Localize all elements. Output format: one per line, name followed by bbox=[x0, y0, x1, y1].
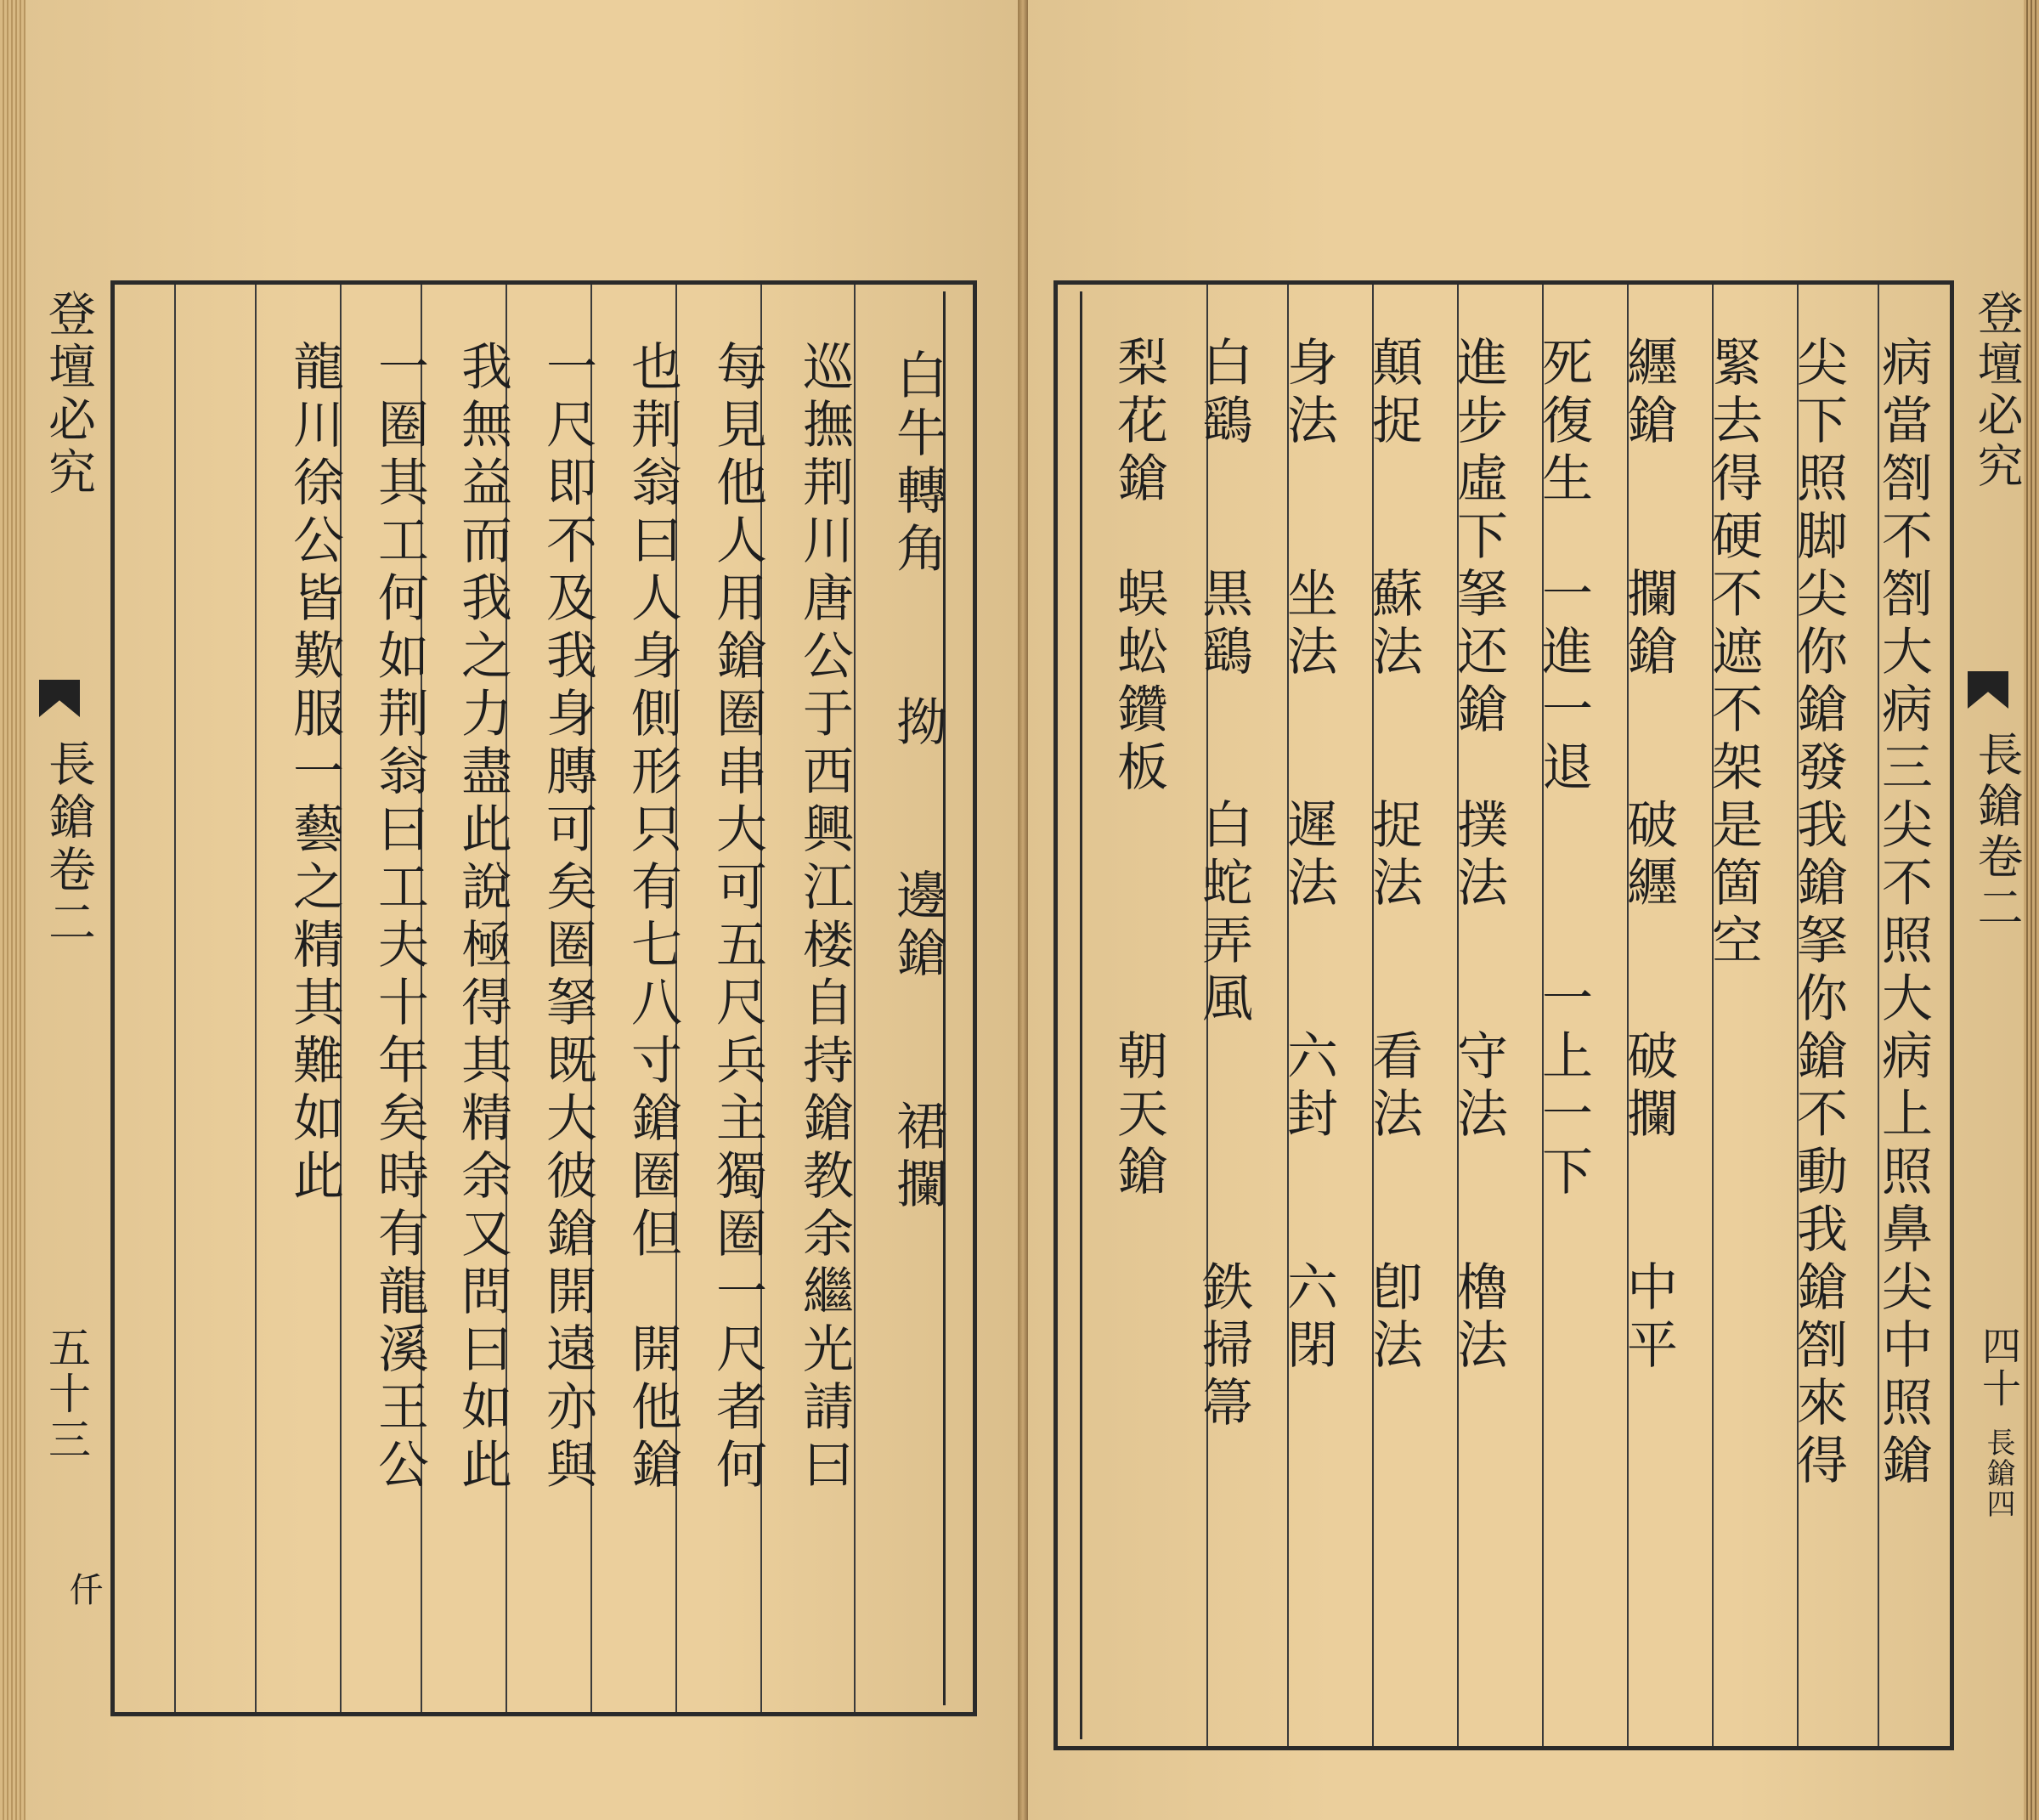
text-column-10: 梨花鎗 蜈蚣鑽板 朝天鎗 bbox=[1109, 336, 1168, 1202]
text-column-4: 也荆翁曰人身側形只有七八寸鎗圈但 開他鎗 bbox=[623, 340, 682, 1495]
right-margin-sub: 長鎗四 bbox=[1981, 1427, 2015, 1519]
left-page bbox=[0, 0, 1018, 1820]
page-edge bbox=[0, 0, 25, 1820]
fishtail-mark bbox=[39, 680, 80, 717]
text-column-5: 一尺即不及我身膞可矣圈拏既大彼鎗開遠亦與 bbox=[538, 340, 597, 1495]
text-column-3: 每見他人用鎗圈串大可五尺兵主獨圈一尺者何 bbox=[708, 340, 767, 1495]
text-column-6: 進步虛下拏还鎗 撲法 守法 櫓法 bbox=[1449, 336, 1508, 1376]
book-gutter bbox=[1018, 0, 1028, 1820]
left-margin-chapter: 長鎗卷二 bbox=[41, 739, 96, 950]
text-column-5: 死復生 一進一退 一上一下 bbox=[1533, 336, 1593, 1202]
text-column-2: 巡撫荆川唐公于西興江楼自持鎗教余繼光請曰 bbox=[794, 340, 854, 1495]
right-margin-chapter: 長鎗卷二 bbox=[1970, 731, 2024, 935]
fishtail-mark bbox=[1968, 671, 2008, 709]
text-column-3: 緊去得硬不遮不架是箇空 bbox=[1703, 336, 1763, 971]
text-column-2: 尖下照脚尖你鎗發我鎗拏你鎗不動我鎗劄來得 bbox=[1788, 336, 1848, 1491]
text-column-1: 白牛轉角 拗 邊鎗 裙攔 bbox=[888, 348, 947, 1215]
left-margin-stamp: 仟 bbox=[64, 1572, 103, 1606]
text-column-7: 顛捉 蘇法 捉法 看法 卽法 bbox=[1364, 336, 1423, 1376]
text-column-4: 纒鎗 攔鎗 破纒 破攔 中平 bbox=[1618, 336, 1678, 1376]
text-column-1: 病當劄不劄大病三尖不照大病上照鼻尖中照鎗 bbox=[1873, 336, 1933, 1491]
text-column-8: 龍川徐公皆歎服一藝之精其難如此 bbox=[285, 340, 344, 1207]
right-margin-title: 登壇必究 bbox=[1970, 289, 2024, 493]
right-margin-leaf: 四十 bbox=[1976, 1325, 2022, 1410]
left-margin-title: 登壇必究 bbox=[41, 289, 96, 500]
text-column-6: 我無益而我之力盡此說極得其精余又問曰如此 bbox=[453, 340, 512, 1495]
right-page bbox=[1028, 0, 2039, 1820]
text-column-9: 白鷂 黒鷂 白蛇弄風 鉄掃箒 bbox=[1194, 336, 1253, 1433]
text-column-7: 一圈其工何如荆翁曰工夫十年矣時有龍溪王公 bbox=[370, 340, 429, 1495]
text-column-8: 身法 坐法 遲法 六封 六閉 bbox=[1279, 336, 1338, 1376]
left-margin-leaf: 五十三 bbox=[42, 1325, 91, 1463]
